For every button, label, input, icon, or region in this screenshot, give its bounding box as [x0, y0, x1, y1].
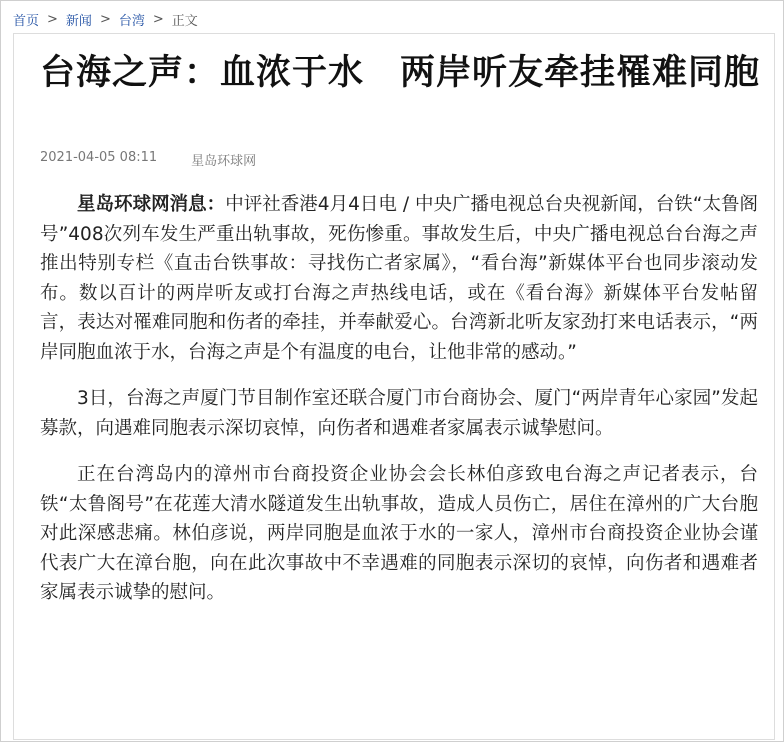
breadcrumb: [13, 9, 198, 29]
article-source: 星岛环球网: [191, 154, 257, 169]
paragraph-text: 中评社香港4月4日电 / 中央广播电视总台央视新闻，台铁“太鲁阁号”408次列车发生严重出轨事故，死伤惨重。事故发生后，中央广播电视总台台海之声推出特别专栏《直击台铁事故：寻找伤亡者家属》，“看台海”新媒体平台也同步滚动发布。数以百计的两岸听友或打台海之声热线电话，或在《看台海》新媒体平台发帖留言，表达对罹难同胞和伤者的牵挂，并奉献爱心。台湾新北听友家劲打来电话表示，“两岸同胞血浓于水，台海之声是个有温度的电台，让他非常的感动。”: [40, 194, 758, 363]
breadcrumb-taiwan-link[interactable]: 台湾: [118, 13, 145, 29]
article-meta: [40, 150, 256, 169]
article-title: 台海之声：血浓于水 两岸听友牵挂罹难同胞: [40, 53, 761, 93]
lead-label: 星岛环球网消息：: [77, 194, 226, 215]
breadcrumb-news-link[interactable]: 新闻: [65, 13, 92, 29]
breadcrumb-current: 正文: [171, 13, 198, 29]
breadcrumb-separator: >: [99, 11, 111, 27]
article-paragraph: 3日，台海之声厦门节目制作室还联合厦门市台商协会、厦门“两岸青年心家园”发起募款，向遇难同胞表示深切哀悼，向伤者和遇难者家属表示诚挚慰问。: [40, 388, 758, 439]
article-container: [13, 33, 775, 740]
article-paragraph: 正在台湾岛内的漳州市台商投资企业协会会长林伯彦致电台海之声记者表示，台铁“太鲁阁号”在花莲大清水隧道发生出轨事故，造成人员伤亡，居住在漳州的广大台胞对此深感悲痛。林伯彦说，两岸同胞是血浓于水的一家人，漳州市台商投资企业协会谨代表广大在漳台胞，向在此次事故中不幸遇难的同胞表示深切的哀悼，向伤者和遇难者家属表示诚挚的慰问。: [40, 464, 758, 603]
breadcrumb-separator: >: [152, 11, 164, 27]
breadcrumb-home-link[interactable]: 首页: [13, 13, 40, 29]
article-paragraph: [40, 190, 758, 367]
article-body: [40, 190, 758, 625]
breadcrumb-separator: >: [47, 11, 58, 27]
article-date: 2021-04-05 08:11: [40, 150, 158, 165]
